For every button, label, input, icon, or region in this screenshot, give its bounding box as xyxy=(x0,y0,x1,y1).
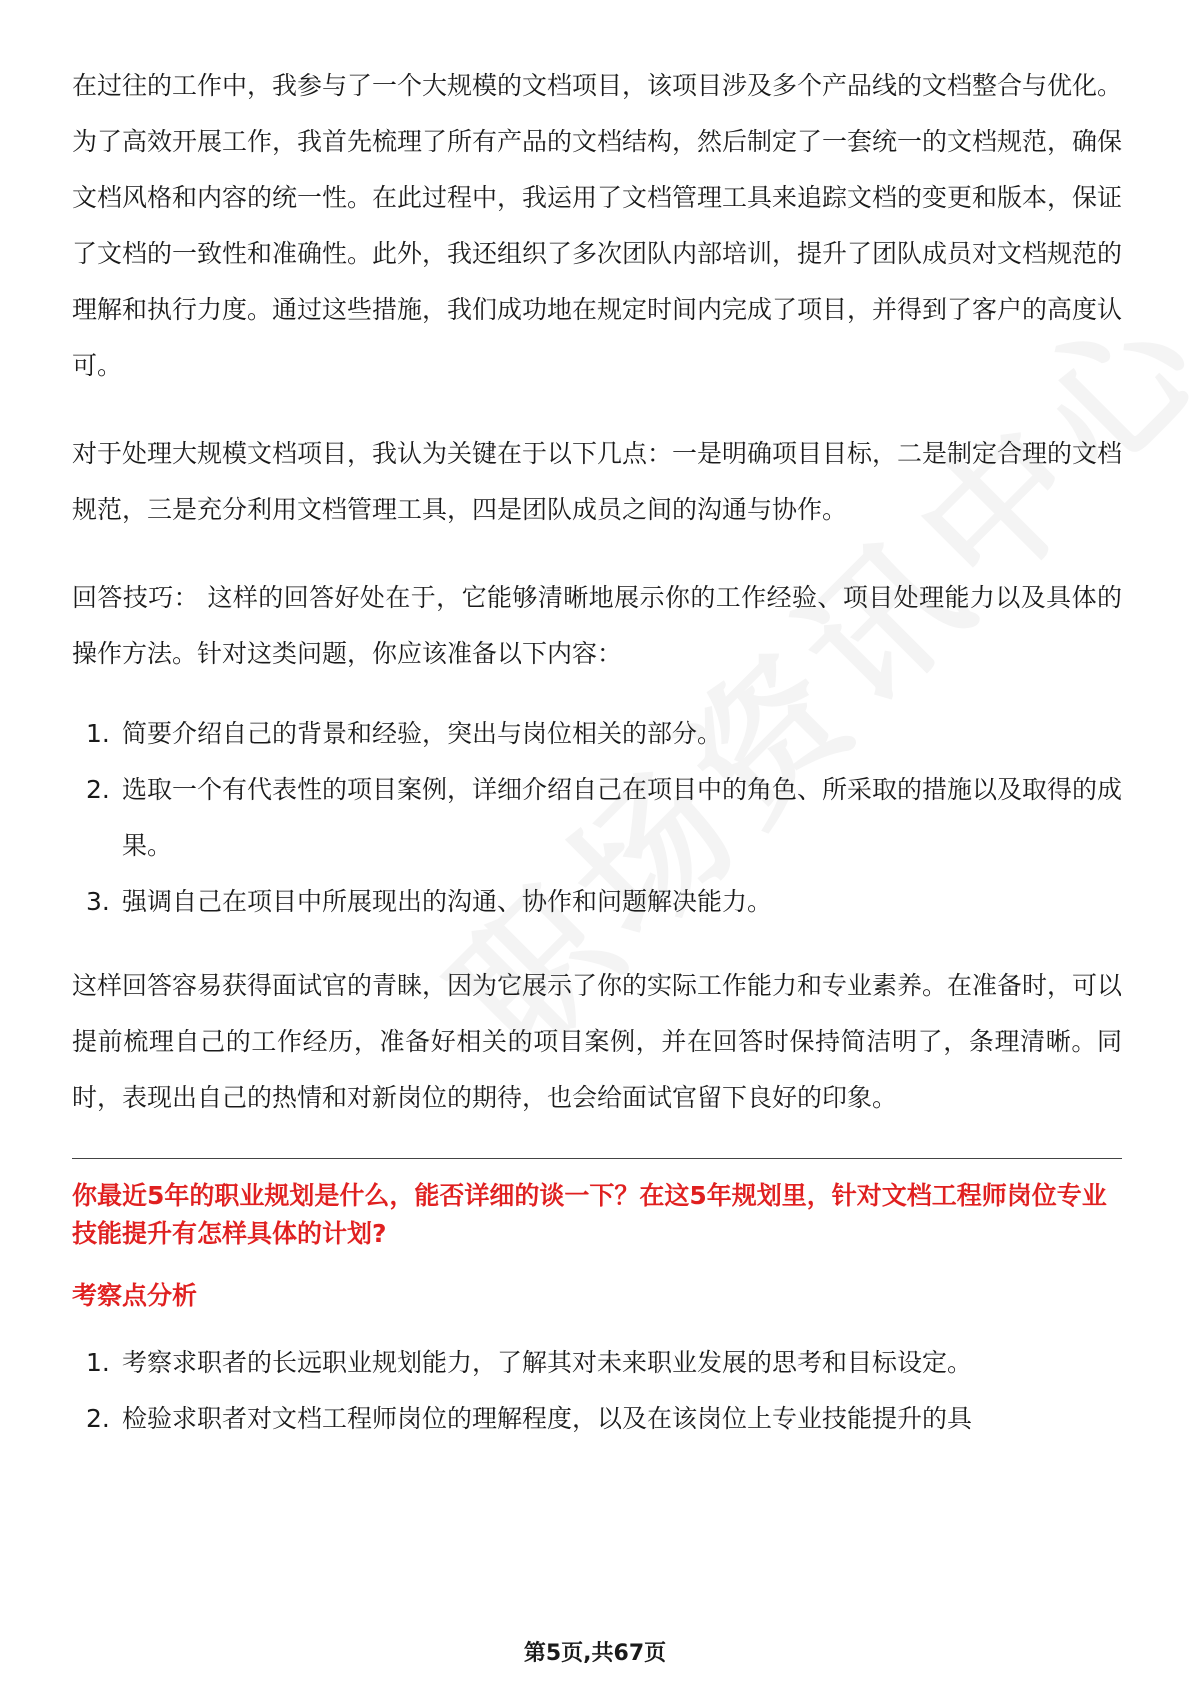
page-content xyxy=(72,58,1122,1475)
analysis-list xyxy=(72,1335,1122,1447)
list-item-number: 1. xyxy=(86,1348,110,1377)
answer-tip: 回答技巧： 这样的回答好处在于，它能够清晰地展示你的工作经验、项目处理能力以及具体的操作方法。针对这类问题，你应该准备以下内容： xyxy=(72,583,1122,668)
list-item-text: 强调自己在项目中所展现出的沟通、协作和问题解决能力。 xyxy=(122,887,773,916)
answer-paragraph-1: 在过往的工作中，我参与了一个大规模的文档项目，该项目涉及多个产品线的文档整合与优化。为了高效开展工作，我首先梳理了所有产品的文档结构，然后制定了一套统一的文档规范，确保文档风格和内容的统一性。在此过程中，我运用了文档管理工具来追踪文档的变更和版本，保证了文档的一致性和准确性。此外，我还组织了多次团队内部培训，提升了团队成员对文档规范的理解和执行力度。通过这些措施，我们成功地在规定时间内完成了项目，并得到了客户的高度认可。 xyxy=(72,71,1123,380)
list-item-number: 1. xyxy=(86,719,110,748)
list-item-number: 3. xyxy=(86,887,110,916)
list-item-number: 2. xyxy=(86,1404,110,1433)
list-item xyxy=(72,1335,1122,1391)
list-item xyxy=(72,706,1122,762)
list-item xyxy=(72,874,1122,930)
list-item-text: 简要介绍自己的背景和经验，突出与岗位相关的部分。 xyxy=(122,719,723,748)
closing-paragraph: 这样回答容易获得面试官的青睐，因为它展示了你的实际工作能力和专业素养。在准备时，可以提前梳理自己的工作经历，准备好相关的项目案例，并在回答时保持简洁明了，条理清晰。同时，表现出自己的热情和对新岗位的期待，也会给面试官留下良好的印象。 xyxy=(72,971,1123,1112)
interview-question: 你最近5年的职业规划是什么，能否详细的谈一下？在这5年规划里，针对文档工程师岗位专业技能提升有怎样具体的计划? xyxy=(72,1181,1107,1248)
list-item xyxy=(72,1391,1122,1447)
analysis-title: 考察点分析 xyxy=(72,1281,198,1310)
list-item-text: 考察求职者的长远职业规划能力，了解其对未来职业发展的思考和目标设定。 xyxy=(122,1348,973,1377)
list-item-text: 选取一个有代表性的项目案例，详细介绍自己在项目中的角色、所采取的措施以及取得的成果。 xyxy=(122,775,1123,860)
tip-list xyxy=(72,706,1122,930)
page-footer: 第5页,共67页 xyxy=(523,1641,667,1666)
section-divider xyxy=(72,1158,1122,1159)
list-item-text: 检验求职者对文档工程师岗位的理解程度，以及在该岗位上专业技能提升的具 xyxy=(122,1404,973,1433)
answer-paragraph-2: 对于处理大规模文档项目，我认为关键在于以下几点：一是明确项目目标，二是制定合理的文档规范，三是充分利用文档管理工具，四是团队成员之间的沟通与协作。 xyxy=(72,439,1123,524)
list-item xyxy=(72,762,1122,874)
list-item-number: 2. xyxy=(86,775,110,804)
